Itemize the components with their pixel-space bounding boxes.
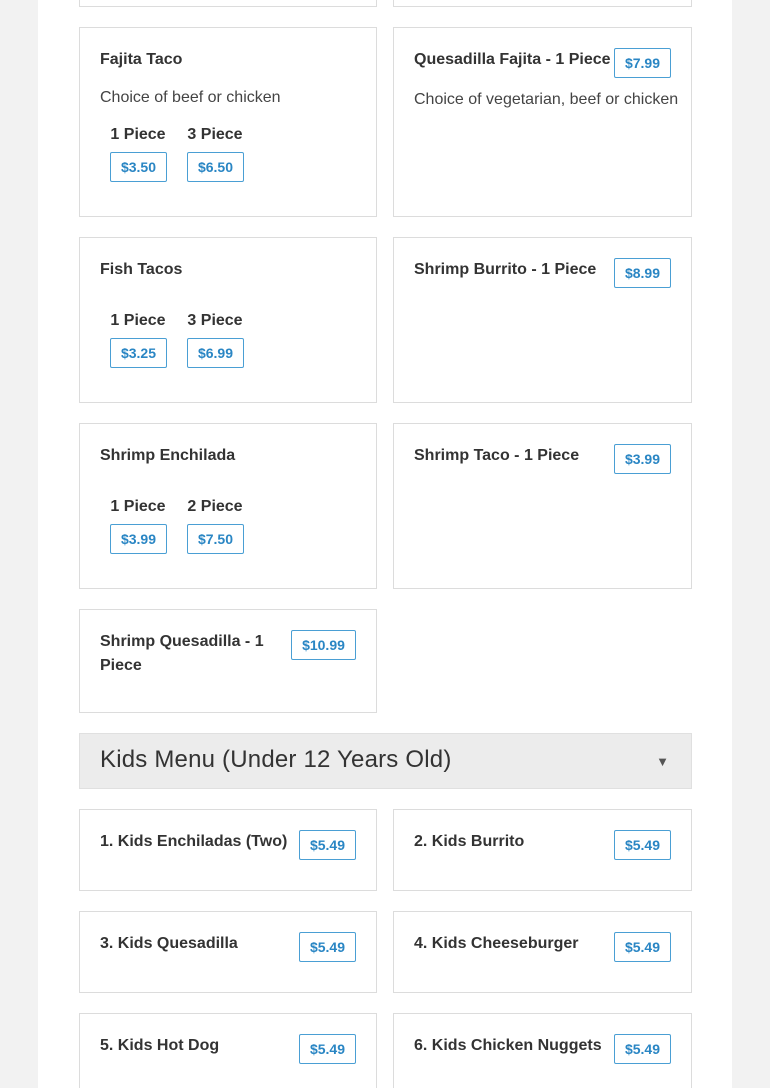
- add-price-button[interactable]: $6.50: [187, 152, 244, 182]
- item-name: 4. Kids Cheeseburger: [414, 935, 579, 952]
- previous-card-stub-left: [79, 0, 377, 7]
- add-price-button[interactable]: $3.50: [110, 152, 167, 182]
- item-name-line-1: Shrimp Quesadilla - 1: [100, 633, 264, 650]
- item-description: Choice of vegetarian, beef or chicken: [414, 91, 679, 108]
- item-name: 6. Kids Chicken Nuggets: [414, 1037, 602, 1054]
- item-name: Fajita Taco: [100, 51, 183, 68]
- menu-item-kids-cheeseburger: [393, 911, 692, 993]
- item-name: Shrimp Enchilada: [100, 447, 236, 464]
- item-name: Shrimp Taco - 1 Piece: [414, 447, 580, 464]
- add-price-button[interactable]: $5.49: [299, 932, 356, 962]
- menu-item-kids-quesadilla: [79, 911, 377, 993]
- item-description: Choice of beef or chicken: [100, 89, 281, 106]
- item-name: Quesadilla Fajita - 1 Piece: [414, 51, 611, 68]
- menu-item-kids-hot-dog: [79, 1013, 377, 1088]
- add-price-button[interactable]: $5.49: [299, 1034, 356, 1064]
- menu-item-shrimp-taco: [393, 423, 692, 589]
- item-name: Shrimp Burrito - 1 Piece: [414, 261, 597, 278]
- add-price-button[interactable]: $7.99: [614, 48, 671, 78]
- variant-label: 1 Piece: [110, 126, 166, 143]
- item-name: 3. Kids Quesadilla: [100, 935, 238, 952]
- add-price-button[interactable]: $6.99: [187, 338, 244, 368]
- item-name-line-2: Piece: [100, 657, 142, 674]
- menu-item-fajita-taco: [79, 27, 377, 217]
- menu-item-kids-chicken-nuggets: [393, 1013, 692, 1088]
- item-name: 2. Kids Burrito: [414, 833, 525, 850]
- variant-label: 1 Piece: [110, 312, 166, 329]
- add-price-button[interactable]: $7.50: [187, 524, 244, 554]
- item-name: 5. Kids Hot Dog: [100, 1037, 220, 1054]
- add-price-button[interactable]: $8.99: [614, 258, 671, 288]
- variant-label: 2 Piece: [187, 498, 243, 515]
- caret-down-icon: ▼: [656, 754, 669, 769]
- menu-item-shrimp-burrito: [393, 237, 692, 403]
- menu-item-kids-enchiladas: [79, 809, 377, 891]
- kids-menu-section-header[interactable]: [79, 733, 692, 789]
- variant-label: 3 Piece: [187, 126, 243, 143]
- item-name: Fish Tacos: [100, 261, 183, 278]
- add-price-button[interactable]: $5.49: [614, 1034, 671, 1064]
- menu-item-quesadilla-fajita: [393, 27, 692, 217]
- menu-item-kids-burrito: [393, 809, 692, 891]
- add-price-button[interactable]: $3.99: [110, 524, 167, 554]
- add-price-button[interactable]: $3.99: [614, 444, 671, 474]
- menu-item-shrimp-enchilada: [79, 423, 377, 589]
- previous-card-stub-right: [393, 0, 692, 7]
- variant-label: 3 Piece: [187, 312, 243, 329]
- add-price-button[interactable]: $5.49: [614, 932, 671, 962]
- item-name: 1. Kids Enchiladas (Two): [100, 833, 288, 850]
- add-price-button[interactable]: $3.25: [110, 338, 167, 368]
- menu-item-fish-tacos: [79, 237, 377, 403]
- add-price-button[interactable]: $5.49: [299, 830, 356, 860]
- variant-label: 1 Piece: [110, 498, 166, 515]
- section-title: Kids Menu (Under 12 Years Old): [100, 746, 452, 773]
- add-price-button[interactable]: $5.49: [614, 830, 671, 860]
- add-price-button[interactable]: $10.99: [291, 630, 356, 660]
- menu-item-shrimp-quesadilla: [79, 609, 377, 713]
